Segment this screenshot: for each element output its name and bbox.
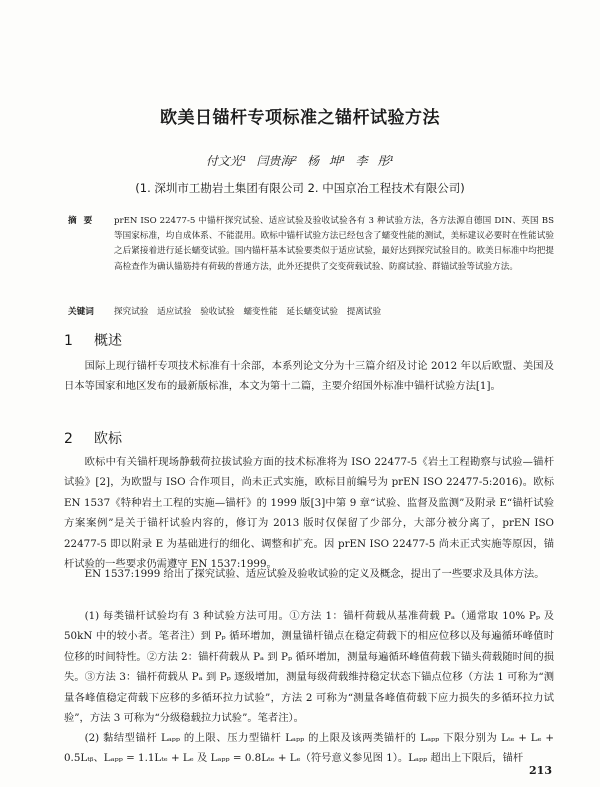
paragraph: (2) 黏结型锚杆 Lₐₚₚ 的上限、压力型锚杆 Lₐₚₚ 的上限及该两类锚杆的 Lₐₚₚ 下限分别为 Lₜₑ + Lₑ + 0.5Lₜᵦ、Lₐₚₚ = 1.1Lₜₑ + Lₑ 及 Lₐₚₚ = 0.8Lₜₑ + Lₑ（符号意义参见图 1）。Lₐₚₚ 超出上下限后，锚杆 <box>64 732 554 765</box>
paper-title: 欧美日锚杆专项标准之锚杆试验方法 <box>160 108 440 128</box>
section-number: 1 <box>64 333 73 349</box>
abstract-text: prEN ISO 22477-5 中锚杆探究试验、适应试验及验收试验各有 3 种试验方法，各方法源自德国 DIN、英国 BS 等国家标准，均自成体系、不能混用。欧标中锚杆试验方法已经包含了蠕变性能的测试，美标建议必要时在性能试验之后紧接着进行延长蠕变试验。国内锚杆基本试验要类似于适应试验，最好达到探究试验目的。欧美日标准中均把提高检查作为确认锚筋持有荷载的普通方法，此外还提供了交变荷载试验、防腐试验、群锚试验等试验方法。 <box>114 216 554 272</box>
abstract-label: 摘要 <box>68 216 100 226</box>
keywords-block <box>68 305 554 321</box>
paragraph: 国际上现行锚杆专项技术标准有十余部，本系列论文分为十三篇介绍及讨论 2012 年以后欧盟、美国及日本等国家和地区发布的最新版标准，本文为第十二篇，主要介绍国外标准中锚杆试验方法[1]。 <box>64 360 554 393</box>
keywords-text: 探究试验 适应试验 验收试验 蠕变性能 延长蠕变试验 提离试验 <box>114 307 382 317</box>
abstract-block <box>68 214 554 304</box>
keywords-label: 关键词 <box>68 307 94 317</box>
section-heading-2 <box>64 428 122 448</box>
paragraph: EN 1537:1999 给出了探究试验、适应试验及验收试验的定义及概念，提出了一些要求及具体方法。 <box>84 568 545 580</box>
section-number: 2 <box>64 431 73 447</box>
page-number: 213 <box>529 764 552 777</box>
affiliation: (1. 深圳市工勘岩土集团有限公司 2. 中国京冶工程技术有限公司) <box>135 181 465 195</box>
paragraph: 欧标中有关锚杆现场静载荷拉拔试验方面的技术标准将为 ISO 22477-5《岩土工程勘察与试验—锚杆试验》[2]，为欧盟与 ISO 合作项目，尚未正式实施，欧标目前编号为 prEN ISO 22477-5:2016)。欧标 EN 1537《特种岩土工程的实施—锚杆》的 1999 版[3]中第 9 章“试验、监督及监测”及附录 E“锚杆试验方案案例”是关于锚杆试验内容的，修订为 2013 版时仅保留了少部分，大部分被分离了，prEN ISO 22477-5 即以附录 E 为基础进行的细化、调整和扩充。因 prEN ISO 22477-5 尚未正式实施等原因，锚杆试验的一些要求仍需遵守 EN 1537:1999。 <box>64 456 554 571</box>
section-heading-1 <box>64 330 122 350</box>
author-list: 付文光¹ 闫贵海² 杨 坤¹ 李 彤¹ <box>205 154 395 168</box>
section-title: 欧标 <box>94 431 122 447</box>
paragraph: (1) 每类锚杆试验均有 3 种试验方法可用。①方法 1：锚杆荷载从基准荷载 Pₐ（通常取 10% Pₚ 及 50kN 中的较小者。笔者注）到 Pₚ 循环增加，测量锚杆锚点在稳定荷载下的相应位移以及每遍循环峰值时位移的时间特性。②方法 2：锚杆荷载从 Pₐ 到 Pₚ 循环增加，测量每遍循环峰值荷载下锚头荷载随时间的损失。③方法 3：锚杆荷载从 Pₐ 到 Pₚ 逐级增加，测量每级荷载维持稳定状态下锚点位移（方法 1 可称为“测量各峰值稳定荷载下应移的多循环拉力试验”，方法 2 可称为“测量各峰值荷载下应力损失的多循环拉力试验”，方法 3 可称为“分级稳载拉力试验”。笔者注）。 <box>64 610 554 725</box>
section-title: 概述 <box>94 333 122 349</box>
